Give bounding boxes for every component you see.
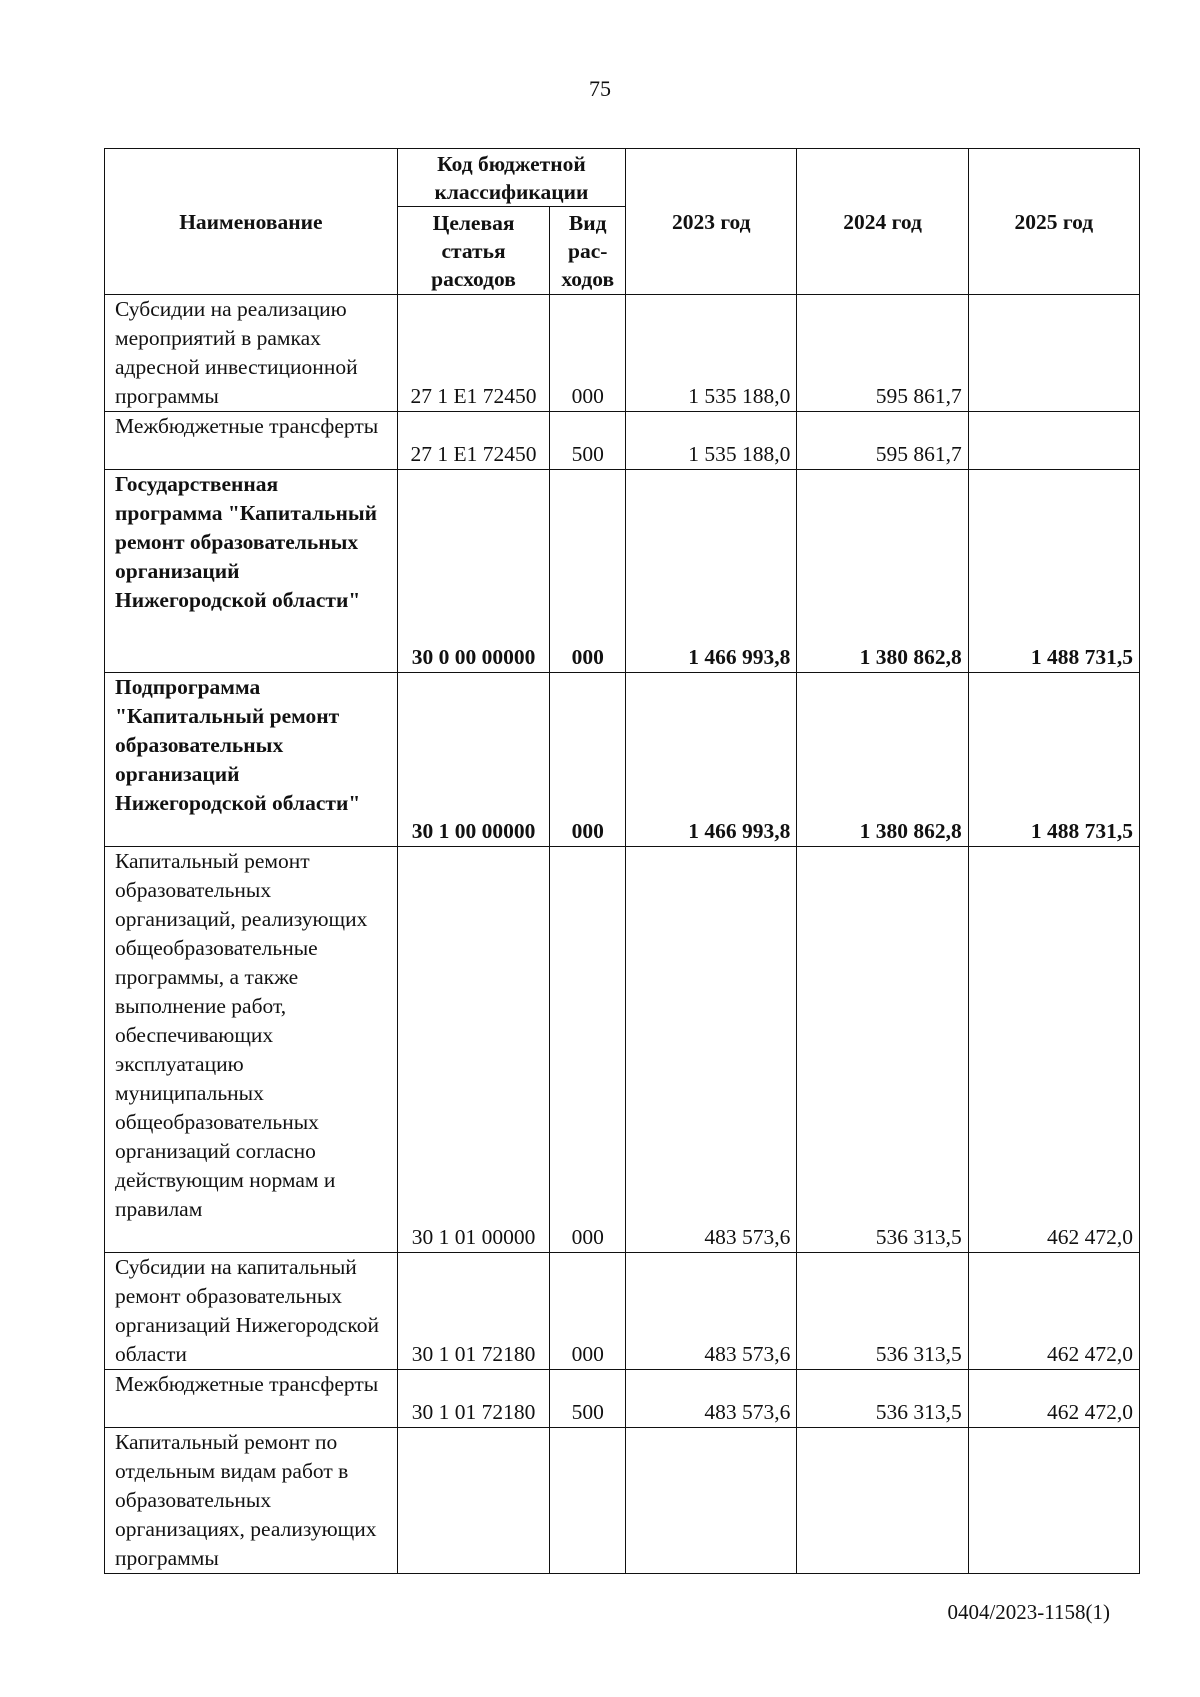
- row-value-2025: 462 472,0: [968, 1370, 1139, 1428]
- table-row: [105, 1428, 1140, 1574]
- row-target-article: [397, 1428, 550, 1574]
- row-value-2024: 536 313,5: [797, 1370, 968, 1428]
- row-target-article: 30 1 01 72180: [397, 1253, 550, 1370]
- row-expense-type: 000: [550, 847, 626, 1253]
- row-value-2023: 1 466 993,8: [626, 470, 797, 673]
- row-target-article: 27 1 E1 72450: [397, 412, 550, 470]
- row-name: Субсидии на капитальный ремонт образовательных организаций Нижегородской области: [105, 1253, 398, 1370]
- row-name: Межбюджетные трансферты: [105, 412, 398, 470]
- row-target-article: 30 1 01 72180: [397, 1370, 550, 1428]
- row-expense-type: 500: [550, 412, 626, 470]
- row-expense-type: [550, 1428, 626, 1574]
- table-row: [105, 1253, 1140, 1370]
- row-target-article: 30 1 01 00000: [397, 847, 550, 1253]
- row-value-2025: 1 488 731,5: [968, 470, 1139, 673]
- row-value-2024: 595 861,7: [797, 412, 968, 470]
- row-expense-type: 500: [550, 1370, 626, 1428]
- row-value-2025: 462 472,0: [968, 847, 1139, 1253]
- page-number: 75: [589, 76, 611, 101]
- row-value-2024: 1 380 862,8: [797, 470, 968, 673]
- row-value-2025: [968, 412, 1139, 470]
- header-2023: 2023 год: [626, 149, 797, 295]
- row-target-article: 30 1 00 00000: [397, 673, 550, 847]
- row-value-2023: 483 573,6: [626, 1253, 797, 1370]
- row-name: Государственная программа "Капитальный ремонт образовательных организаций Нижегородской области": [105, 470, 398, 673]
- row-value-2023: 1 466 993,8: [626, 673, 797, 847]
- row-expense-type: 000: [550, 673, 626, 847]
- row-value-2023: [626, 1428, 797, 1574]
- table-row: [105, 412, 1140, 470]
- header-2024: 2024 год: [797, 149, 968, 295]
- row-value-2025: [968, 295, 1139, 412]
- row-name: Субсидии на реализацию мероприятий в рамках адресной инвестиционной программы: [105, 295, 398, 412]
- row-value-2024: 536 313,5: [797, 1253, 968, 1370]
- row-name: Подпрограмма "Капитальный ремонт образовательных организаций Нижегородской области": [105, 673, 398, 847]
- row-value-2025: [968, 1428, 1139, 1574]
- table-row: [105, 470, 1140, 673]
- row-target-article: 30 0 00 00000: [397, 470, 550, 673]
- row-target-article: 27 1 E1 72450: [397, 295, 550, 412]
- header-name: Наименование: [105, 149, 398, 295]
- row-expense-type: 000: [550, 1253, 626, 1370]
- row-expense-type: 000: [550, 295, 626, 412]
- row-value-2023: 483 573,6: [626, 847, 797, 1253]
- row-value-2025: 1 488 731,5: [968, 673, 1139, 847]
- row-value-2024: 1 380 862,8: [797, 673, 968, 847]
- header-2025: 2025 год: [968, 149, 1139, 295]
- table-row: [105, 295, 1140, 412]
- row-value-2023: 1 535 188,0: [626, 295, 797, 412]
- header-bcc: Код бюджетной классификации: [397, 149, 625, 207]
- row-expense-type: 000: [550, 470, 626, 673]
- budget-table: [104, 148, 1140, 1574]
- row-value-2024: 536 313,5: [797, 847, 968, 1253]
- row-name: Межбюджетные трансферты: [105, 1370, 398, 1428]
- document-code: 0404/2023-1158(1): [947, 1600, 1110, 1624]
- table-row: [105, 847, 1140, 1253]
- row-value-2025: 462 472,0: [968, 1253, 1139, 1370]
- row-value-2023: 483 573,6: [626, 1370, 797, 1428]
- row-name: Капитальный ремонт по отдельным видам работ в образовательных организациях, реализующих программы: [105, 1428, 398, 1574]
- row-value-2024: 595 861,7: [797, 295, 968, 412]
- header-expense-type: Вид рас-ходов: [550, 207, 626, 295]
- table-body: [105, 295, 1140, 1574]
- table-row: [105, 673, 1140, 847]
- table-row: [105, 1370, 1140, 1428]
- row-name: Капитальный ремонт образовательных организаций, реализующих общеобразовательные программы, а также выполнение работ, обеспечивающих эксплуатацию муниципальных общеобразовательных организаций согласно действующим нормам и правилам: [105, 847, 398, 1253]
- row-value-2024: [797, 1428, 968, 1574]
- row-value-2023: 1 535 188,0: [626, 412, 797, 470]
- header-target-article: Целевая статья расходов: [397, 207, 550, 295]
- table-header: [105, 149, 1140, 295]
